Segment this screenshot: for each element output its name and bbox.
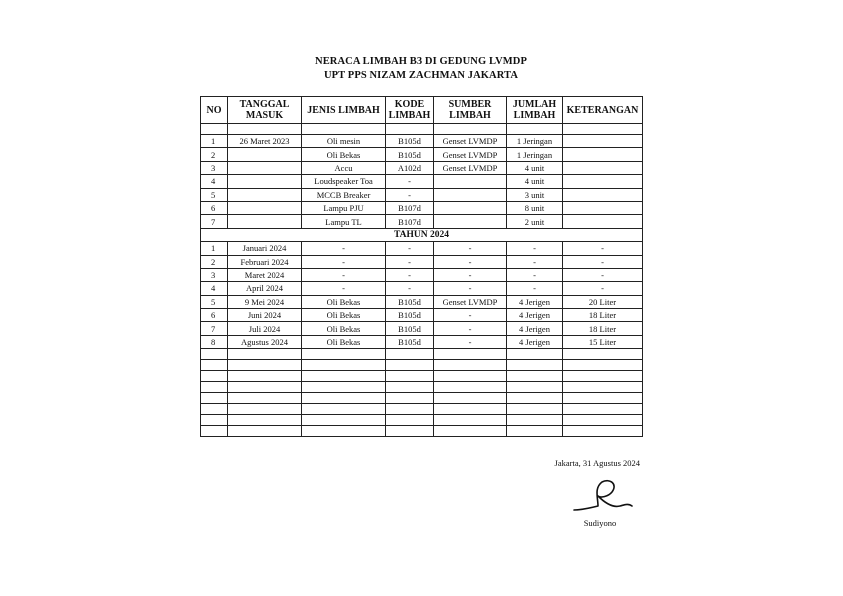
cell-keterangan — [563, 175, 643, 188]
empty-row — [201, 426, 643, 437]
cell-kode: - — [386, 188, 434, 201]
header-row — [201, 97, 643, 124]
cell-jumlah: 1 Jeringan — [507, 135, 563, 148]
cell-no: 8 — [201, 335, 228, 348]
cell-sumber: Genset LVMDP — [434, 148, 507, 161]
table-row — [201, 335, 643, 348]
cell-no: 1 — [201, 135, 228, 148]
year-label: TAHUN 2024 — [201, 228, 643, 241]
header-kode-limbah: KODE LIMBAH — [386, 97, 434, 124]
empty-row — [201, 404, 643, 415]
cell-keterangan: 18 Liter — [563, 322, 643, 335]
cell-no: 1 — [201, 242, 228, 255]
cell-jumlah: 4 Jerigen — [507, 335, 563, 348]
cell-kode: B105d — [386, 135, 434, 148]
waste-ledger-table — [200, 96, 643, 437]
cell-sumber — [434, 215, 507, 228]
cell-keterangan — [563, 135, 643, 148]
cell-jumlah: 2 unit — [507, 215, 563, 228]
cell-jumlah: 8 unit — [507, 201, 563, 214]
empty-row — [201, 371, 643, 382]
cell-jenis: - — [302, 242, 386, 255]
header-sumber-limbah: SUMBER LIMBAH — [434, 97, 507, 124]
cell-kode: - — [386, 175, 434, 188]
table-row — [201, 175, 643, 188]
cell-sumber: - — [434, 335, 507, 348]
cell-tanggal: 9 Mei 2024 — [228, 295, 302, 308]
empty-row — [201, 349, 643, 360]
cell-jenis: - — [302, 255, 386, 268]
cell-sumber: Genset LVMDP — [434, 295, 507, 308]
document-subtitle: UPT PPS NIZAM ZACHMAN JAKARTA — [323, 70, 519, 81]
cell-sumber: - — [434, 242, 507, 255]
cell-jenis: - — [302, 282, 386, 295]
cell-keterangan — [563, 215, 643, 228]
table-row — [201, 135, 643, 148]
cell-sumber: - — [434, 268, 507, 281]
table-row — [201, 242, 643, 255]
table-row — [201, 215, 643, 228]
cell-tanggal: Juli 2024 — [228, 322, 302, 335]
cell-jenis: - — [302, 268, 386, 281]
cell-sumber: - — [434, 309, 507, 322]
cell-no: 4 — [201, 282, 228, 295]
cell-no: 5 — [201, 188, 228, 201]
empty-row — [201, 393, 643, 404]
cell-sumber: Genset LVMDP — [434, 135, 507, 148]
cell-jumlah: 4 Jerigen — [507, 309, 563, 322]
cell-kode: A102d — [386, 161, 434, 174]
cell-no: 3 — [201, 268, 228, 281]
cell-jenis: Oli mesin — [302, 135, 386, 148]
cell-sumber: - — [434, 322, 507, 335]
cell-keterangan: - — [563, 255, 643, 268]
header-jumlah-limbah: JUMLAH LIMBAH — [507, 97, 563, 124]
cell-jumlah: - — [507, 282, 563, 295]
header-no: NO — [201, 97, 228, 124]
cell-jumlah: 3 unit — [507, 188, 563, 201]
cell-jenis: Oli Bekas — [302, 148, 386, 161]
cell-jumlah: - — [507, 242, 563, 255]
cell-kode: B107d — [386, 201, 434, 214]
cell-kode: B105d — [386, 309, 434, 322]
cell-sumber — [434, 175, 507, 188]
cell-sumber — [434, 188, 507, 201]
cell-jenis: Accu — [302, 161, 386, 174]
table-row — [201, 322, 643, 335]
cell-tanggal — [228, 215, 302, 228]
cell-tanggal — [228, 161, 302, 174]
cell-jenis: Oli Bekas — [302, 322, 386, 335]
cell-keterangan — [563, 161, 643, 174]
table-row — [201, 309, 643, 322]
table-row — [201, 201, 643, 214]
cell-kode: B105d — [386, 295, 434, 308]
document-title: NERACA LIMBAH B3 DI GEDUNG LVMDP — [315, 56, 527, 67]
cell-kode: - — [386, 268, 434, 281]
cell-jumlah: 4 unit — [507, 161, 563, 174]
cell-tanggal — [228, 188, 302, 201]
place-date: Jakarta, 31 Agustus 2024 — [554, 458, 640, 468]
cell-tanggal: Agustus 2024 — [228, 335, 302, 348]
cell-no: 7 — [201, 322, 228, 335]
cell-tanggal: April 2024 — [228, 282, 302, 295]
cell-jumlah: - — [507, 268, 563, 281]
cell-keterangan: - — [563, 282, 643, 295]
table-row — [201, 295, 643, 308]
cell-kode: B105d — [386, 148, 434, 161]
empty-row — [201, 360, 643, 371]
cell-sumber: - — [434, 255, 507, 268]
cell-no: 5 — [201, 295, 228, 308]
table-row — [201, 268, 643, 281]
cell-tanggal — [228, 201, 302, 214]
cell-jumlah: 4 Jerigen — [507, 322, 563, 335]
cell-keterangan — [563, 201, 643, 214]
empty-row — [201, 415, 643, 426]
table-row — [201, 148, 643, 161]
cell-tanggal — [228, 175, 302, 188]
cell-keterangan — [563, 148, 643, 161]
cell-sumber: - — [434, 282, 507, 295]
cell-jumlah: 1 Jeringan — [507, 148, 563, 161]
spacer-row — [201, 124, 643, 135]
signer-name: Sudiyono — [583, 518, 617, 528]
cell-jenis: Oli Bekas — [302, 335, 386, 348]
header-keterangan: KETERANGAN — [563, 97, 643, 124]
cell-no: 2 — [201, 255, 228, 268]
cell-keterangan: 15 Liter — [563, 335, 643, 348]
cell-no: 7 — [201, 215, 228, 228]
table-row — [201, 282, 643, 295]
year-section-row — [201, 228, 643, 241]
cell-keterangan — [563, 188, 643, 201]
cell-tanggal: 26 Maret 2023 — [228, 135, 302, 148]
cell-keterangan: - — [563, 242, 643, 255]
cell-tanggal: Juni 2024 — [228, 309, 302, 322]
cell-jumlah: 4 Jerigen — [507, 295, 563, 308]
cell-kode: B107d — [386, 215, 434, 228]
cell-jenis: Lampu PJU — [302, 201, 386, 214]
cell-jenis: MCCB Breaker — [302, 188, 386, 201]
cell-tanggal: Maret 2024 — [228, 268, 302, 281]
cell-jumlah: - — [507, 255, 563, 268]
cell-kode: - — [386, 255, 434, 268]
cell-jenis: Oli Bekas — [302, 309, 386, 322]
cell-no: 6 — [201, 201, 228, 214]
cell-kode: - — [386, 282, 434, 295]
cell-tanggal: Februari 2024 — [228, 255, 302, 268]
cell-no: 2 — [201, 148, 228, 161]
cell-no: 3 — [201, 161, 228, 174]
cell-no: 4 — [201, 175, 228, 188]
cell-tanggal — [228, 148, 302, 161]
cell-keterangan: - — [563, 268, 643, 281]
empty-row — [201, 382, 643, 393]
cell-sumber: Genset LVMDP — [434, 161, 507, 174]
cell-kode: B105d — [386, 322, 434, 335]
cell-no: 6 — [201, 309, 228, 322]
cell-sumber — [434, 201, 507, 214]
table-row — [201, 188, 643, 201]
table-row — [201, 255, 643, 268]
cell-keterangan: 20 Liter — [563, 295, 643, 308]
cell-jenis: Lampu TL — [302, 215, 386, 228]
header-tanggal-masuk: TANGGAL MASUK — [228, 97, 302, 124]
cell-jenis: Oli Bekas — [302, 295, 386, 308]
signature-image — [568, 476, 638, 516]
cell-kode: - — [386, 242, 434, 255]
header-jenis-limbah: JENIS LIMBAH — [302, 97, 386, 124]
cell-tanggal: Januari 2024 — [228, 242, 302, 255]
cell-kode: B105d — [386, 335, 434, 348]
table-row — [201, 161, 643, 174]
cell-jumlah: 4 unit — [507, 175, 563, 188]
cell-keterangan: 18 Liter — [563, 309, 643, 322]
cell-jenis: Loudspeaker Toa — [302, 175, 386, 188]
